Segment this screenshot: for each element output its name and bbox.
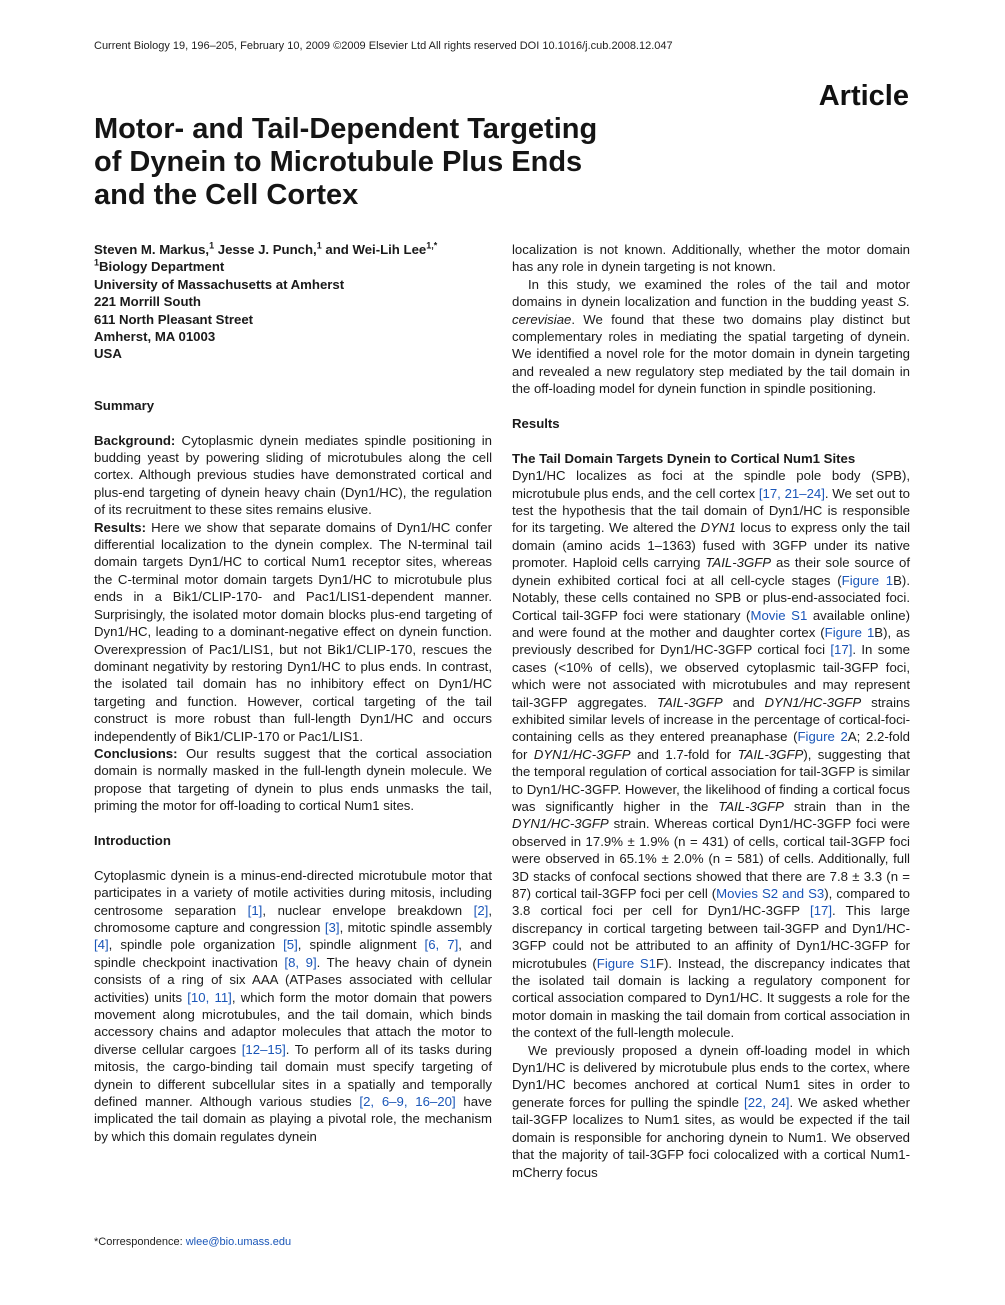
section-heading-introduction: Introduction — [94, 832, 171, 848]
article-title — [94, 113, 654, 212]
figure-link[interactable]: Figure 1 — [841, 572, 894, 588]
affiliation-block — [94, 258, 492, 362]
affiliation-line: 611 North Pleasant Street — [94, 311, 254, 327]
results-paragraph: Dyn1/HC localizes as foci at the spindle pole body (SPB), microtubule plus ends, and the cell cortex [17, 21–24]. We set out to test the hypothesis that the tail domain of Dyn1/HC is responsible for its targeting. We altered the DYN1 locus to express only the tail domain (amino acids 1–1363) fused with 3GFP under its native promoter. Haploid cells carrying TAIL-3GFP as their sole source of dynein exhibited cortical foci at all cell-cycle stages (Figure 1B). Notably, these cells contained no SPB or plus-end-associated foci. Cortical tail-3GFP foci were stationary (Movie S1 available online) and were found at the mother and daughter cortex (Figure 1B), as previously described for Dyn1/HC-3GFP cortical foci [17]. In some cases (<10% of cells), we observed cytoplasmic tail-3GFP foci, which were not associated with microtubules and may represent tail-3GFP aggregates. TAIL-3GFP and DYN1/HC-3GFP strains exhibited similar levels of increase in the percentage of cortical-foci-containing cells as they entered preanaphase (Figure 2A; 2.2-fold for DYN1/HC-3GFP and 1.7-fold for TAIL-3GFP), suggesting that the temporal regulation of cortical association for tail-3GFP is similar to Dyn1/HC-3GFP. However, the likelihood of finding a cortical focus was significantly higher in the TAIL-3GFP strain than in the DYN1/HC-3GFP strain. Whereas cortical Dyn1/HC-3GFP foci were observed in 17.9% ± 1.9% (n = 431) of cells, cortical tail-3GFP foci were observed in 65.1% ± 2.0% (n = 581) of cells. Additionally, full 3D stacks of confocal sections showed that there are 7.8 ± 3.3 (n = 87) cortical tail-3GFP foci per cell (Movies S2 and S3), compared to 3.8 cortical foci per cell for Dyn1/HC-3GFP [17]. This large discrepancy in cortical targeting between tail-3GFP and Dyn1/HC-3GFP could not be attributed to an affinity of Dyn1/HC-3GFP for microtubules (Figure S1F). Instead, the discrepancy indicates that the isolated tail domain is lacking a regulatory component for cortical association compared to Dyn1/HC. It suggests a role for the motor domain in masking the tail domain from cortical association in the context of the full-length molecule. — [512, 468, 911, 1041]
reference-link[interactable]: [10, 11] — [187, 989, 232, 1005]
affiliation-marker: 1,* — [426, 240, 438, 251]
section-heading-summary: Summary — [94, 397, 155, 413]
author-name: Jesse J. Punch, — [214, 242, 317, 257]
affiliation-marker: 1 — [94, 258, 100, 269]
reference-link[interactable]: [12–15] — [241, 1041, 286, 1057]
title-line: and the Cell Cortex — [94, 179, 359, 211]
intro-paragraph: localization is not known. Additionally, whether the motor domain has any role in dynein targeting is not known. — [512, 242, 910, 275]
section-heading-results: Results — [512, 416, 560, 432]
results-paragraph: We previously proposed a dynein off-loading model in which Dyn1/HC is delivered by microtubule plus ends to the cortex, where Dyn1/HC becomes anchored at cortical Num1 sites in order to generate forces for pulling the spindle [22, 24]. We asked whether tail-3GFP localizes to Num1 sites, as would be expected if the tail domain is responsible for anchoring dynein to Num1. We observed that the majority of tail-3GFP foci colocalized with a cortical Num1-mCherry focus — [512, 1042, 910, 1180]
correspondence-email-link[interactable]: wlee@bio.umass.edu — [185, 1236, 292, 1248]
figure-link[interactable]: Figure 1 — [824, 624, 875, 640]
right-column — [512, 241, 910, 1181]
movie-link[interactable]: Movies S2 and S3 — [716, 886, 825, 901]
summary-conclusions: Conclusions: Our results suggest that the cortical association domain is normally masked in the full-length dynein molecule. We propose that targeting of dynein to plus ends unmasks the tail, priming the motor for off-loading to cortical Num1 sites. — [94, 745, 492, 814]
reference-link[interactable]: [3] — [324, 919, 340, 935]
affiliation-line: Amherst, MA 01003 — [94, 329, 216, 345]
affiliation-line: USA — [94, 346, 122, 362]
reference-link[interactable]: [17] — [830, 642, 853, 658]
affiliation-line: 221 Morrill South — [94, 294, 201, 310]
author-name: Steven M. Markus, — [94, 242, 210, 257]
movie-link[interactable]: Movie S1 — [750, 607, 808, 623]
reference-link[interactable]: [1] — [247, 902, 263, 918]
affiliation-marker: 1 — [209, 240, 215, 251]
affiliation-line: $^1$Biology Department — [94, 258, 225, 275]
reference-link[interactable]: [2] — [473, 902, 489, 918]
summary-results: Results: Here we show that separate domains of Dyn1/HC confer differential localization to the dynein complex. The N-terminal tail domain targets Dyn1/HC to cortical Num1 receptor sites, whereas the C-terminal motor domain targets Dyn1/HC to microtubule plus ends in a Bik1/CLIP-170- and Pac1/LIS1-dependent manner. Surprisingly, the isolated motor domain blocks plus-end targeting of Dyn1/HC, leading to a dominant-negative effect on dynein function. Overexpression of Pac1/LIS1, but not Bik1/CLIP-170, rescues the dominant negativity by restoring Dyn1/HC to plus ends. In contrast, the isolated tail domain has no inhibitory effect on Dyn1/HC targeting and function. However, cortical targeting of the tail construct is more robust than full-length Dyn1/HC and occurs independently of Bik1/CLIP-170 or Pac1/LIS1. — [94, 519, 492, 744]
reference-link[interactable]: [5] — [283, 937, 298, 953]
reference-link[interactable]: [2, 6–9, 16–20] — [359, 1094, 456, 1110]
left-column — [94, 241, 492, 1145]
title-line: Motor- and Tail-Dependent Targeting — [94, 113, 598, 145]
reference-link[interactable]: [22, 24] — [744, 1094, 790, 1110]
subsection-heading: The Tail Domain Targets Dynein to Cortical Num1 Sites — [512, 450, 856, 466]
correspondence-label: *Correspondence: — [94, 1236, 186, 1248]
intro-paragraph: Cytoplasmic dynein is a minus-end-directed microtubule motor that participates in a variety of motile activities during mitosis, including centrosome separation [1], nuclear envelope breakdown [2], chromosome capture and congression [3], mitotic spindle assembly [4], spindle pole organization [5], spindle alignment [6, 7], and spindle checkpoint inactivation [8, 9]. The heavy chain of dynein consists of a ring of six AAA (ATPases associated with cellular activities) units [10, 11], which form the motor domain that powers movement along microtubules, and the tail domain, which binds accessory chains and adaptor molecules that attach the motor to diverse cellular cargoes [12–15]. To perform all of its tasks during mitosis, the cargo-binding tail domain must specify targeting of dynein to different subcellular sites in a spatially and temporally defined manner. Although various studies [2, 6–9, 16–20] have implicated the tail domain as playing a pivotal role, the mechanism by which this domain regulates dynein — [94, 867, 493, 1144]
affiliation-line: University of Massachusetts at Amherst — [94, 276, 345, 292]
title-line: of Dynein to Microtubule Plus Ends — [94, 146, 583, 178]
reference-link[interactable]: [17] — [810, 903, 833, 919]
correspondence-footnote — [94, 1236, 291, 1248]
reference-link[interactable]: [6, 7] — [424, 937, 459, 953]
reference-link[interactable]: [4] — [94, 937, 109, 953]
intro-paragraph: In this study, we examined the roles of the tail and motor domains in dynein localization and function in the budding yeast S. cerevisiae. We found that these two domains play distinct but complementary roles in mediating the spatial targeting of dynein. We identified a novel role for the motor domain in dynein targeting and revealed a new regulatory step mediated by the tail domain in the off-loading model for dynein function in spindle positioning. — [512, 276, 910, 397]
article-type-label: Article — [818, 80, 909, 112]
summary-background: Background: Cytoplasmic dynein mediates spindle positioning in budding yeast by powering sliding of microtubules along the cell cortex. Although previous studies have demonstrated cortical and plus-end targeting of dynein heavy chain (Dyn1/HC), the regulation of its recruitment to these sites remains elusive. — [94, 432, 492, 518]
affiliation-marker: 1 — [316, 240, 322, 251]
journal-citation: Current Biology 19, 196–205, February 10, 2009 ©2009 Elsevier Ltd All rights reserved DOI 10.1016/j.cub.2008.12.047 — [94, 40, 673, 52]
author-name: and Wei-Lih Lee — [321, 242, 427, 257]
reference-link[interactable]: [17, 21–24] — [758, 485, 825, 501]
figure-link[interactable]: Figure 2 — [797, 729, 848, 745]
figure-link[interactable]: Figure S1 — [596, 955, 656, 971]
author-list — [94, 241, 492, 258]
reference-link[interactable]: [8, 9] — [284, 954, 317, 970]
